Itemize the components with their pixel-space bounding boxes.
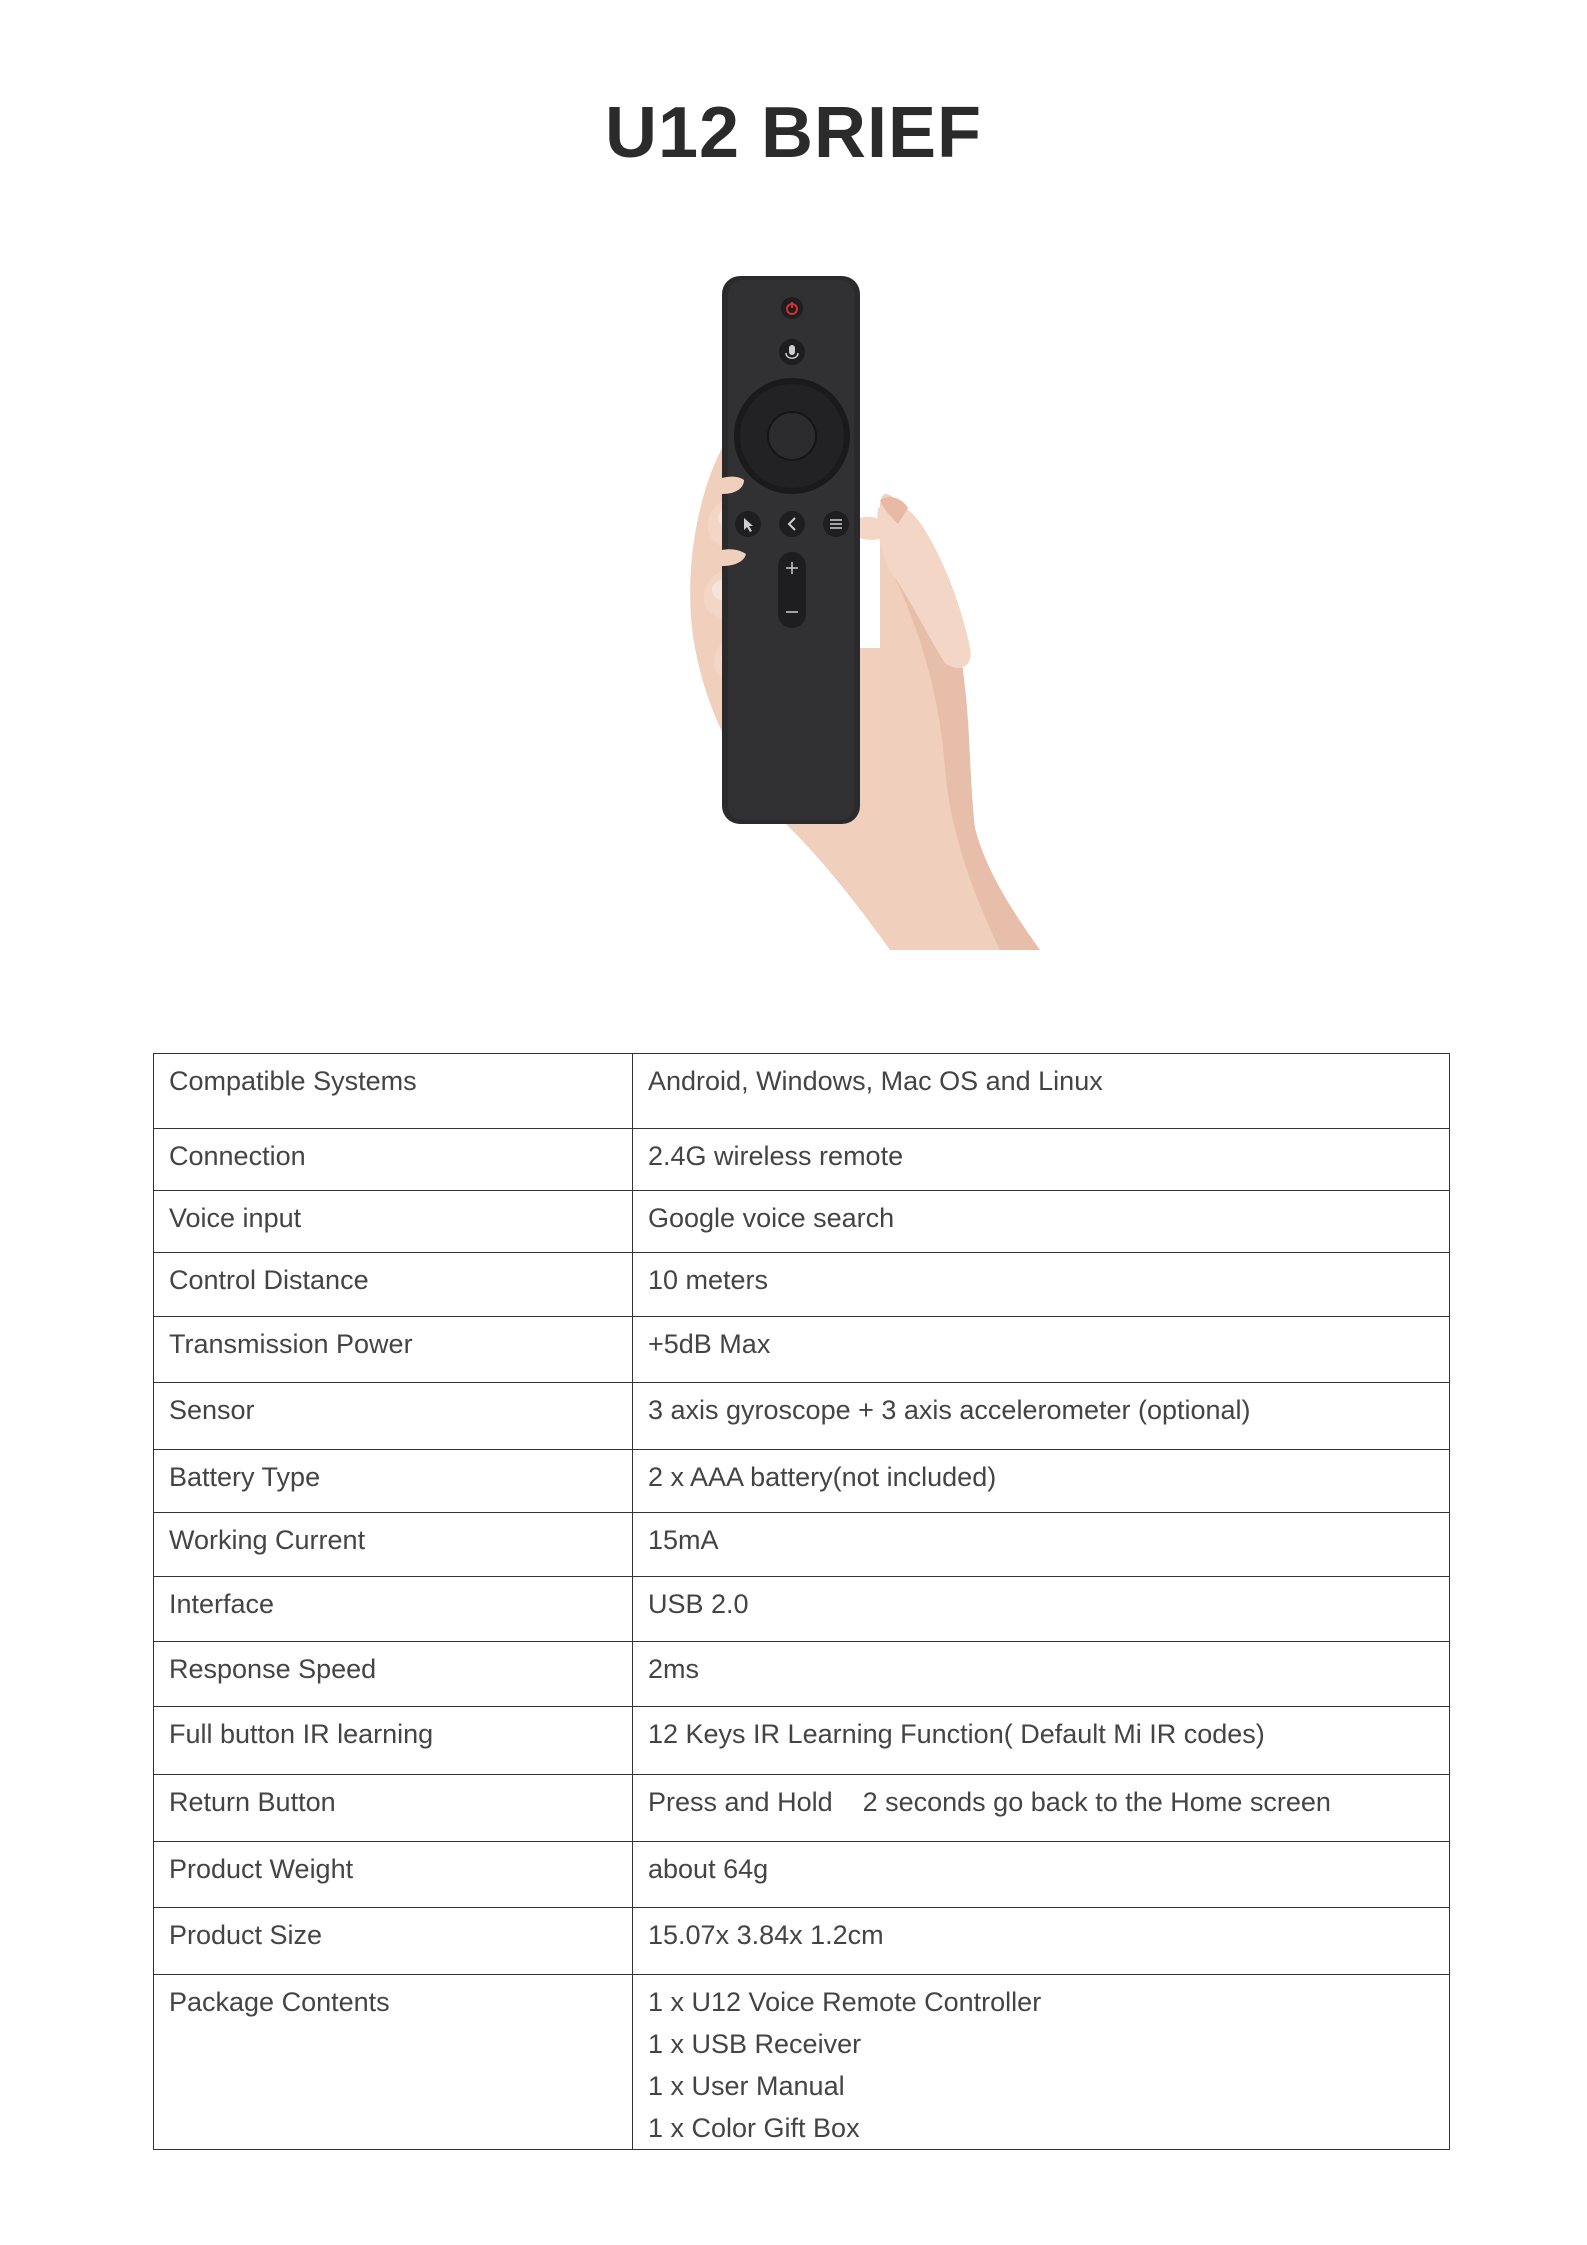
spec-label: Transmission Power [169,1329,413,1359]
spec-label: Connection [169,1141,306,1171]
spec-row [154,1775,1450,1842]
spec-label: Sensor [169,1395,255,1425]
spec-label: Full button IR learning [169,1719,434,1749]
spec-value: 15.07x 3.84x 1.2cm [648,1920,884,1950]
spec-label: Battery Type [169,1462,321,1492]
spec-label: Voice input [169,1203,302,1233]
spec-label: Product Weight [169,1854,354,1884]
spec-row [154,1317,1450,1383]
spec-label-cell [154,1908,633,1975]
spec-value-cell [633,1975,1450,2150]
spec-label-cell [154,1054,633,1129]
spec-value: 1 x U12 Voice Remote Controller [648,1987,1042,2017]
spec-value: USB 2.0 [648,1589,749,1619]
spec-value-cell [633,1317,1450,1383]
spec-row [154,1642,1450,1707]
spec-value: 1 x User Manual [648,2071,845,2101]
spec-table [153,1053,1450,2150]
spec-value: Android, Windows, Mac OS and Linux [648,1066,1103,1096]
spec-value: Press and Hold 2 seconds go back to the Home screen [648,1787,1331,1817]
spec-row [154,1253,1450,1317]
spec-value: 3 axis gyroscope + 3 axis accelerometer (optional) [648,1395,1251,1425]
spec-value-cell [633,1707,1450,1775]
spec-label-cell [154,1129,633,1191]
spec-value-cell [633,1054,1450,1129]
spec-value: 10 meters [648,1265,769,1295]
spec-value: +5dB Max [648,1329,771,1359]
spec-value-cell [633,1775,1450,1842]
spec-value-cell [633,1908,1450,1975]
spec-label: Interface [169,1589,275,1619]
spec-row [154,1577,1450,1642]
remote-in-hand-image [640,268,1060,950]
spec-label-cell [154,1191,633,1253]
spec-value: Google voice search [648,1203,895,1233]
spec-row [154,1842,1450,1908]
spec-row [154,1129,1450,1191]
spec-label-cell [154,1450,633,1513]
spec-row [154,1054,1450,1129]
spec-value-cell [633,1383,1450,1450]
spec-label: Product Size [169,1920,323,1950]
spec-label: Compatible Systems [169,1066,417,1096]
spec-value: 12 Keys IR Learning Function( Default Mi IR codes) [648,1719,1265,1749]
spec-row [154,1975,1450,2150]
spec-label-cell [154,1975,633,2150]
page-title: U12 BRIEF [604,93,983,173]
spec-value-cell [633,1450,1450,1513]
spec-value-cell [633,1129,1450,1191]
spec-value-cell [633,1842,1450,1908]
spec-label: Working Current [169,1525,366,1555]
spec-value: 2ms [648,1654,700,1684]
spec-label: Response Speed [169,1654,377,1684]
spec-label-cell [154,1317,633,1383]
spec-value: 2 x AAA battery(not included) [648,1462,997,1492]
spec-label-cell [154,1842,633,1908]
spec-label-cell [154,1707,633,1775]
spec-value-cell [633,1577,1450,1642]
back-icon [779,511,805,537]
spec-row [154,1908,1450,1975]
spec-label: Return Button [169,1787,336,1817]
spec-row [154,1707,1450,1775]
spec-label-cell [154,1253,633,1317]
spec-value-cell [633,1191,1450,1253]
spec-label-cell [154,1775,633,1842]
spec-row [154,1513,1450,1577]
spec-value: 1 x Color Gift Box [648,2113,860,2143]
spec-value-cell [633,1513,1450,1577]
spec-value: 2.4G wireless remote [648,1141,904,1171]
spec-label-cell [154,1642,633,1707]
spec-label-cell [154,1383,633,1450]
spec-value-cell [633,1642,1450,1707]
spec-row [154,1383,1450,1450]
spec-label: Package Contents [169,1987,390,2017]
spec-row [154,1450,1450,1513]
spec-value-cell [633,1253,1450,1317]
spec-label-cell [154,1577,633,1642]
spec-value: 15mA [648,1525,719,1555]
spec-row [154,1191,1450,1253]
spec-value: about 64g [648,1854,769,1884]
spec-label: Control Distance [169,1265,369,1295]
spec-value: 1 x USB Receiver [648,2029,862,2059]
spec-label-cell [154,1513,633,1577]
